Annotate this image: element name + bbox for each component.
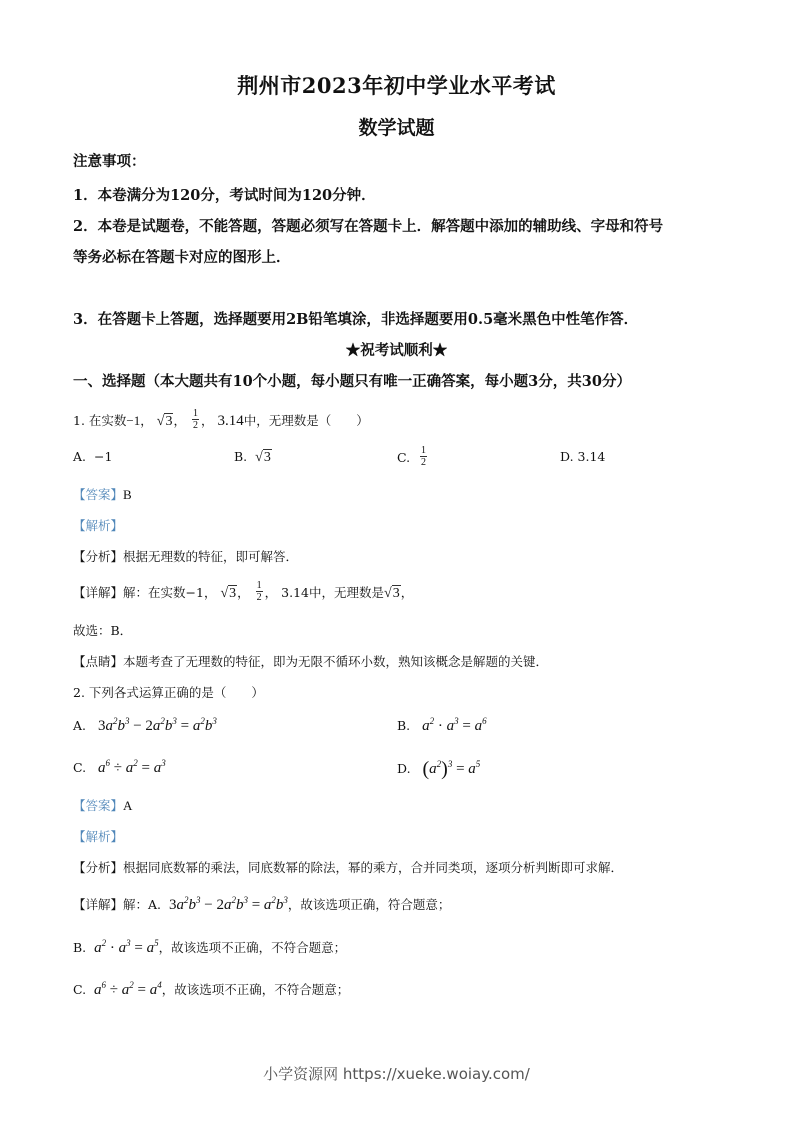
q2-xiangjie-c: C. $a^6 \div a^2 = a^4$，故该选项不正确，不符合题意； bbox=[73, 980, 350, 998]
blessing: ★祝考试顺利★ bbox=[345, 342, 448, 359]
q2-answer: 【答案】A bbox=[73, 798, 133, 813]
q1-analysis-label: 【解析】 bbox=[73, 518, 124, 533]
q1-fenxi: 【分析】根据无理数的特征，即可解答． bbox=[73, 549, 299, 564]
question-1-stem: 1. 在实数−1， √3， $\frac{1}{2}$ ， 3.14中，无理数是（ ） bbox=[73, 408, 369, 431]
q2-option-a: A. $3a^2b^3 - 2a^2b^3 = a^2b^3$ bbox=[73, 716, 217, 734]
sqrt-symbol: √3 bbox=[156, 414, 173, 429]
q1-option-c: C. $\frac{1}{2}$ bbox=[397, 445, 427, 468]
q2-option-b: B. $a^2 \cdot a^3 = a^6$ bbox=[397, 716, 487, 734]
q2-fenxi: 【分析】根据同底数幂的乘法，同底数幂的除法，幂的乘方，合并同类项，逐项分析判断即可求解． bbox=[73, 860, 624, 875]
q2-option-c: C. $a^6 \div a^2 = a^3$ bbox=[73, 758, 166, 776]
formula: $a^2 \cdot a^3 = a^6$ bbox=[422, 716, 487, 734]
formula: $3a^2b^3 - 2a^2b^3 = a^2b^3$ bbox=[97, 716, 217, 734]
q2-xiangjie-b: B. $a^2 \cdot a^3 = a^5$，故该选项不正确，不符合题意； bbox=[73, 938, 347, 956]
footer-watermark: 小学资源网 https://xueke.woiay.com/ bbox=[263, 1065, 530, 1083]
fraction: $\frac{1}{2}$ bbox=[192, 408, 198, 431]
notice-item-2-cont: 等务必标在答题卡对应的图形上． bbox=[73, 249, 291, 266]
formula: $a^6 \div a^2 = a^3$ bbox=[98, 758, 166, 776]
q1-option-d: D. 3.14 bbox=[560, 449, 606, 464]
section-heading: 一、选择题（本大题共有10个小题，每小题只有唯一正确答案，每小题3分，共30分） bbox=[73, 373, 631, 390]
q1-dianjing: 【点睛】本题考查了无理数的特征，即为无限不循环小数，熟知该概念是解题的关键． bbox=[73, 654, 549, 669]
q1-option-b: B. √3 bbox=[234, 449, 271, 465]
notice-item-1: 1．本卷满分为120分，考试时间为120分钟． bbox=[73, 187, 376, 204]
q2-analysis-label: 【解析】 bbox=[73, 829, 124, 844]
notice-heading: 注意事项： bbox=[73, 153, 146, 170]
formula: $(a^2)^3 = a^5$ bbox=[422, 758, 481, 780]
question-2-stem: 2. 下列各式运算正确的是（ ） bbox=[73, 685, 264, 700]
page-title: 荆州市2023年初中学业水平考试 bbox=[237, 73, 556, 98]
q1-guxuan: 故选：B． bbox=[73, 623, 133, 638]
q1-xiangjie: 【详解】解：在实数−1， √3， $\frac{1}{2}$ ， 3.14中，无理数是√3， bbox=[73, 580, 414, 603]
page-subtitle: 数学试题 bbox=[358, 117, 435, 139]
notice-item-2: 2．本卷是试题卷，不能答题，答题必须写在答题卡上．解答题中添加的辅助线、字母和符号 bbox=[73, 218, 664, 235]
q1-answer: 【答案】B bbox=[73, 487, 132, 502]
q1-option-a: A. −1 bbox=[73, 449, 113, 464]
notice-item-3: 3．在答题卡上答题，选择题要用2B铅笔填涂，非选择题要用0.5毫米黑色中性笔作答． bbox=[73, 311, 639, 328]
formula: $a^2 \cdot a^3 = a^5$ bbox=[94, 938, 159, 956]
formula: $a^6 \div a^2 = a^4$ bbox=[94, 980, 162, 998]
q2-option-d: D. $(a^2)^3 = a^5$ bbox=[397, 758, 481, 780]
formula: $3a^2b^3 - 2a^2b^3 = a^2b^3$ bbox=[168, 895, 288, 913]
q2-xiangjie: 【详解】解：A. $3a^2b^3 - 2a^2b^3 = a^2b^3$，故该选项正确，符合题意； bbox=[73, 895, 451, 913]
